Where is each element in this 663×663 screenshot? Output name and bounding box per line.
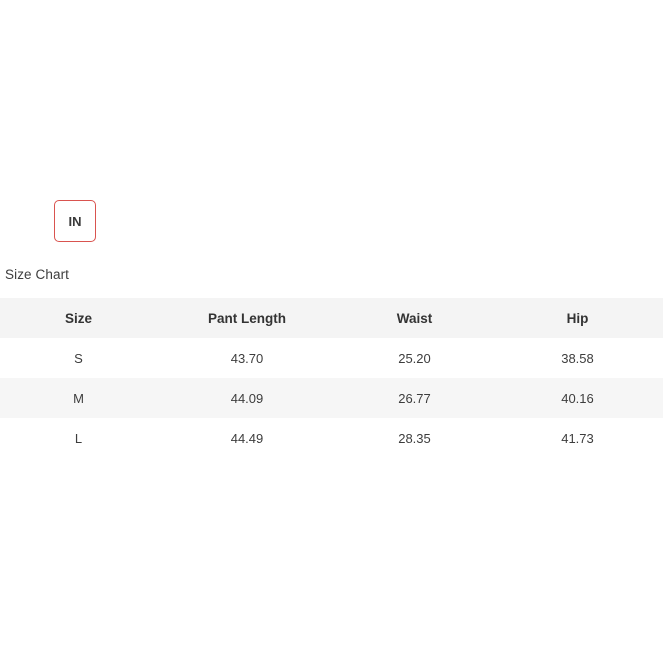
table-row <box>0 338 663 378</box>
cell-waist: 28.35 <box>398 430 431 446</box>
table-row <box>0 418 663 458</box>
column-header-size: Size <box>64 310 92 326</box>
table-header <box>0 298 663 338</box>
cell-hip: 38.58 <box>561 350 594 366</box>
cell-pant-length: 43.70 <box>230 350 264 366</box>
cell-waist: 25.20 <box>398 350 431 366</box>
column-header-pant-length: Pant Length <box>208 310 286 326</box>
cell-waist: 26.77 <box>398 390 431 406</box>
cell-pant-length: 44.09 <box>230 390 264 406</box>
unit-toggle-inches[interactable]: IN <box>54 200 96 242</box>
cell-hip: 40.16 <box>561 390 594 406</box>
cell-pant-length: 44.49 <box>230 430 264 446</box>
cell-size: M <box>73 390 84 406</box>
cell-size: S <box>74 350 83 366</box>
table-row <box>0 378 663 418</box>
unit-toggle-group <box>54 200 96 242</box>
cell-hip: 41.73 <box>561 430 594 446</box>
column-header-hip: Hip <box>566 310 589 326</box>
size-chart-table <box>0 298 663 458</box>
table-header-row <box>0 298 663 338</box>
table-body <box>0 338 663 458</box>
column-header-waist: Waist <box>396 310 433 326</box>
cell-size: L <box>74 430 83 446</box>
size-chart-table-container <box>0 298 663 458</box>
size-chart-title: Size Chart <box>5 267 70 282</box>
